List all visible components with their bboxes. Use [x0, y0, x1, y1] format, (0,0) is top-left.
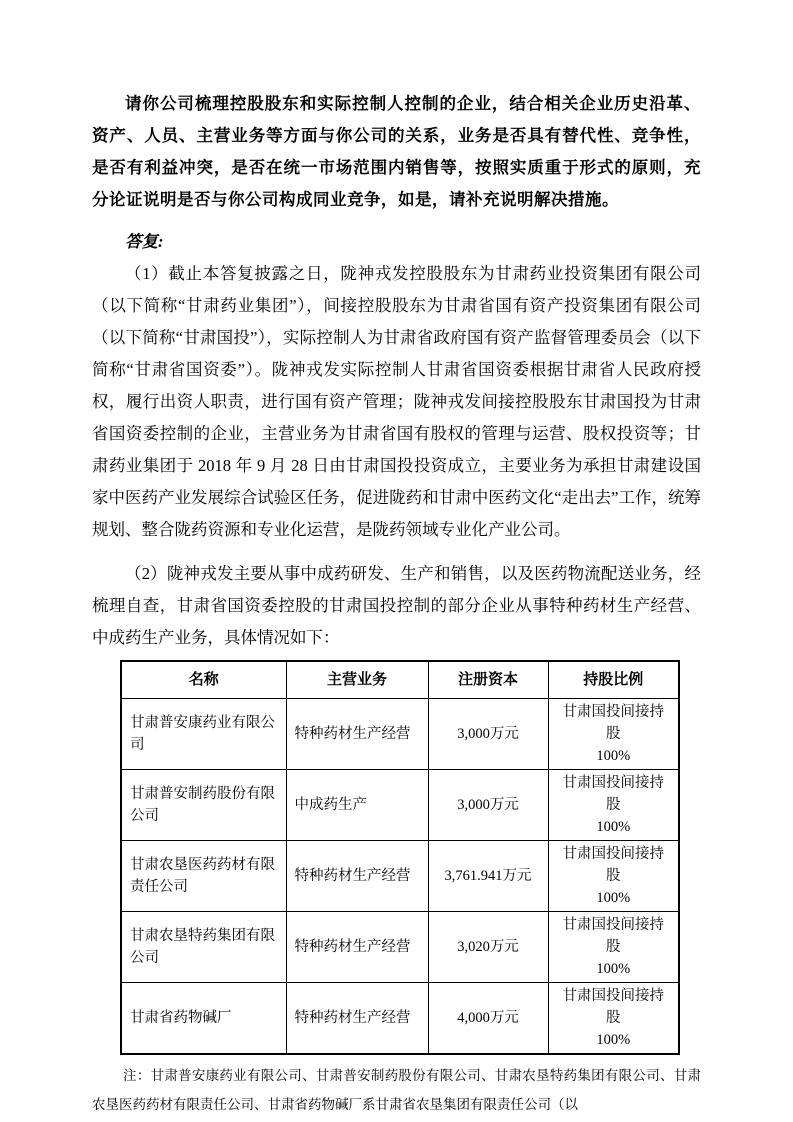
footnote: 注：甘肃普安康药业有限公司、甘肃普安制药股份有限公司、甘肃农垦特药集团有限公司、甘肃农垦医药药材有限责任公司、甘肃省药物碱厂系甘肃省农垦集团有限责任公司（以: [92, 1068, 701, 1112]
holding-percent-text: 100%: [596, 1032, 631, 1048]
cell-registered-capital: 3,000万元: [428, 699, 548, 770]
table-header-row: [121, 661, 679, 699]
holding-entity-text: 甘肃国投间接持股: [562, 917, 664, 955]
table-row: [121, 699, 679, 770]
cell-company-name: 甘肃普安制药股份有限公司: [121, 770, 286, 841]
cell-registered-capital: 3,000万元: [428, 770, 548, 841]
table-row: [121, 912, 679, 983]
cell-main-business: 特种药材生产经营: [286, 699, 428, 770]
column-header-business: 主营业务: [286, 661, 428, 699]
subsidiaries-table: [120, 660, 680, 1055]
cell-registered-capital: 4,000万元: [428, 983, 548, 1055]
cell-main-business: 特种药材生产经营: [286, 983, 428, 1055]
paragraph-2: （2）陇神戎发主要从事中成药研发、生产和销售，以及医药物流配送业务，经梳理自查，甘肃省国资委控股的甘肃国投控制的部分企业从事特种药材生产经营、中成药生产业务，具体情况如下：: [92, 564, 701, 647]
table-row: [121, 983, 679, 1055]
cell-company-name: 甘肃农垦医药药材有限责任公司: [121, 841, 286, 912]
cell-company-name: 甘肃省药物碱厂: [121, 983, 286, 1055]
answer-label: 答复:: [125, 232, 164, 251]
holding-percent-text: 100%: [596, 748, 631, 764]
holding-percent-text: 100%: [596, 819, 631, 835]
paragraph-1: （1）截止本答复披露之日，陇神戎发控股股东为甘肃药业投资集团有限公司（以下简称“甘肃药业集团”），间接控股股东为甘肃省国有资产投资集团有限公司（以下简称“甘肃国投”），实际控制人为甘肃省政府国有资产监督管理委员会（以下简称“甘肃省国资委”）。陇神戎发实际控制人甘肃省国资委根据甘肃省人民政府授权，履行出资人职责，进行国有资产管理；陇神戎发间接控股股东甘肃国投为甘肃省国资委控制的企业，主营业务为甘肃省国有股权的管理与运营、股权投资等；甘肃药业集团于 2018 年 9 月 28 日由甘肃国投投资成立，主要业务为承担甘肃建设国家中医药产业发展综合试验区任务，促进陇药和甘肃中医药文化“走出去”工作，统筹规划、整合陇药资源和专业化运营，是陇药领域专业化产业公司。: [92, 264, 701, 539]
cell-holding-ratio: [548, 983, 679, 1055]
cell-holding-ratio: [548, 841, 679, 912]
cell-main-business: 中成药生产: [286, 770, 428, 841]
cell-main-business: 特种药材生产经营: [286, 841, 428, 912]
cell-registered-capital: 3,761.941万元: [428, 841, 548, 912]
table-row: [121, 770, 679, 841]
column-header-capital: 注册资本: [428, 661, 548, 699]
holding-entity-text: 甘肃国投间接持股: [562, 704, 664, 742]
cell-holding-ratio: [548, 699, 679, 770]
cell-company-name: 甘肃普安康药业有限公司: [121, 699, 286, 770]
holding-entity-text: 甘肃国投间接持股: [562, 846, 664, 884]
holding-percent-text: 100%: [596, 890, 631, 906]
cell-company-name: 甘肃农垦特药集团有限公司: [121, 912, 286, 983]
holding-entity-text: 甘肃国投间接持股: [562, 775, 664, 813]
question-paragraph: 请你公司梳理控股股东和实际控制人控制的企业，结合相关企业历史沿革、资产、人员、主营业务等方面与你公司的关系，业务是否具有替代性、竞争性，是否有利益冲突，是否在统一市场范围内销售等，按照实质重于形式的原则，充分论证说明是否与你公司构成同业竞争，如是，请补充说明解决措施。: [92, 94, 701, 209]
holding-percent-text: 100%: [596, 961, 631, 977]
holding-entity-text: 甘肃国投间接持股: [562, 988, 664, 1026]
cell-registered-capital: 3,020万元: [428, 912, 548, 983]
column-header-name: 名称: [121, 661, 286, 699]
cell-holding-ratio: [548, 912, 679, 983]
cell-holding-ratio: [548, 770, 679, 841]
column-header-holding: 持股比例: [548, 661, 679, 699]
cell-main-business: 特种药材生产经营: [286, 912, 428, 983]
table-row: [121, 841, 679, 912]
